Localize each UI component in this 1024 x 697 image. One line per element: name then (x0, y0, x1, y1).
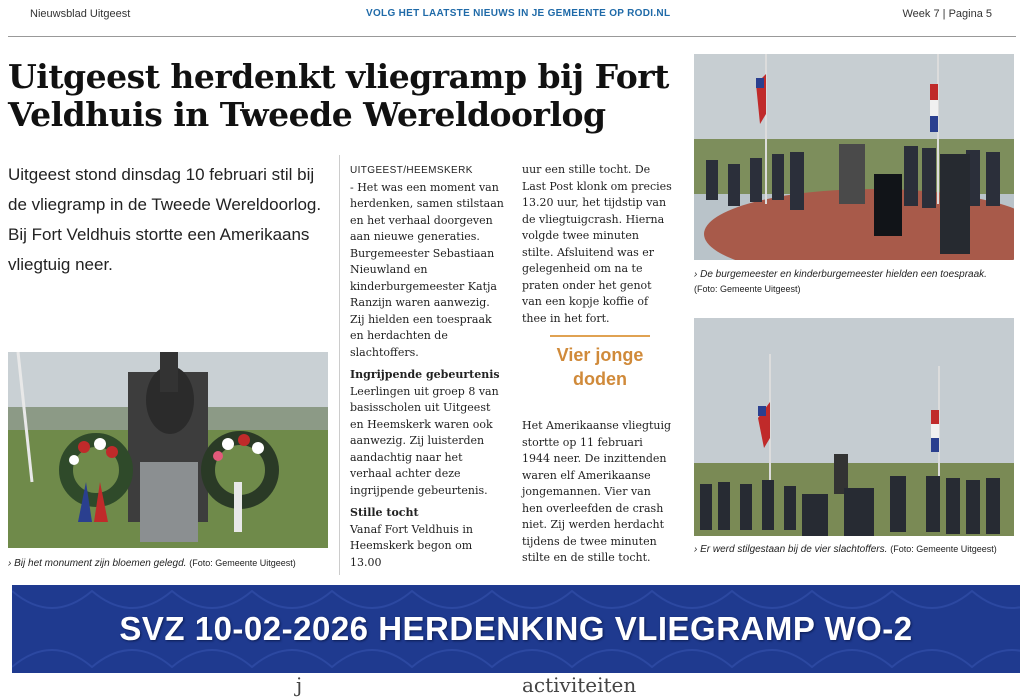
article-lead: Uitgeest stond dinsdag 10 februari stil bij de vliegramp in de Tweede Wereldoorlog. Bij Fort Veldhuis stortte een Amerikaans vliegtuig neer. (8, 165, 322, 274)
paragraph-1: - Het was een moment van herdenken, samen stilstaan en het verhaal doorgeven aan nieuwe generaties. Burgemeester Sebastiaan Nieuwland en kinderburgemeester Katja Ranzijn waren aanwezig. Zij hielden een toespraak en herdachten de slachtoffers. (350, 180, 504, 359)
speech-photo (694, 54, 1014, 260)
article-column-2b (522, 418, 672, 567)
page-header (0, 0, 1024, 36)
column-divider (339, 155, 340, 575)
paragraph-5: Het Amerikaanse vliegtuig stortte op 11 februari 1944 neer. De inzittenden waren elf Amerikaanse jongemannen. Vier van hen overleefden de crash niet. Zij werden herdacht tijdens de twee minuten stilte en de stille tocht. (522, 419, 672, 564)
newspaper-name: Nieuwsblad Uitgeest (30, 8, 131, 20)
article-headline: Uitgeest herdenkt vliegramp bij Fort Veldhuis in Tweede Wereldoorlog (8, 57, 669, 134)
title-banner (12, 585, 1020, 673)
page-number: Week 7 | Pagina 5 (902, 8, 992, 20)
cut-off-text-left: j (296, 673, 303, 697)
paragraph-2: Leerlingen uit groep 8 van basisscholen uit Uitgeest en Heemskerk waren ook aanwezig. Zij luisterden aandachtig naar het verhaal achter deze ingrijpende gebeurtenis. (350, 384, 499, 497)
caption-bullet-icon: › (8, 558, 15, 569)
banner-title: SVZ 10-02-2026 HERDENKING VLIEGRAMP WO-2 (119, 610, 913, 647)
paragraph-3: Vanaf Fort Veldhuis in Heemskerk begon om 13.00 (350, 522, 473, 569)
speech-photo-caption: › De burgemeester en kinderburgemeester hielden een toespraak. (Foto: Gemeente Uitgeest) (694, 269, 987, 294)
pull-quote-text: Vier jonge doden (556, 345, 644, 389)
subheading-stille-tocht: Stille tocht (350, 506, 419, 519)
caption-bullet-icon: › (694, 269, 701, 280)
pull-quote (540, 335, 660, 397)
monument-photo (8, 352, 328, 548)
article-column-1 (350, 162, 506, 571)
article-column-2 (522, 162, 672, 327)
header-rule (8, 36, 1016, 37)
silence-photo (694, 318, 1014, 536)
dateline: UITGEEST/HEEMSKERK (350, 165, 473, 176)
paragraph-4: uur een stille tocht. De Last Post klonk om precies 13.20 uur, het tijdstip van de vliegtuigcrash. Hierna volgde twee minuten stilte. Afsluitend was er gelegenheid om na te praten onder het genot van een kopje koffie of thee in het fort. (522, 163, 672, 325)
silence-photo-caption: › Er werd stilgestaan bij de vier slachtoffers. (Foto: Gemeente Uitgeest) (694, 544, 997, 555)
header-tagline: VOLG HET LAATSTE NIEUWS IN JE GEMEENTE OP RODI.NL (366, 8, 671, 19)
monument-photo-caption: › Bij het monument zijn bloemen gelegd. (Foto: Gemeente Uitgeest) (8, 558, 296, 569)
subheading-ingrijpende: Ingrijpende gebeurtenis (350, 368, 500, 381)
cut-off-text-right: activiteiten (522, 673, 637, 697)
caption-bullet-icon: › (694, 544, 701, 555)
